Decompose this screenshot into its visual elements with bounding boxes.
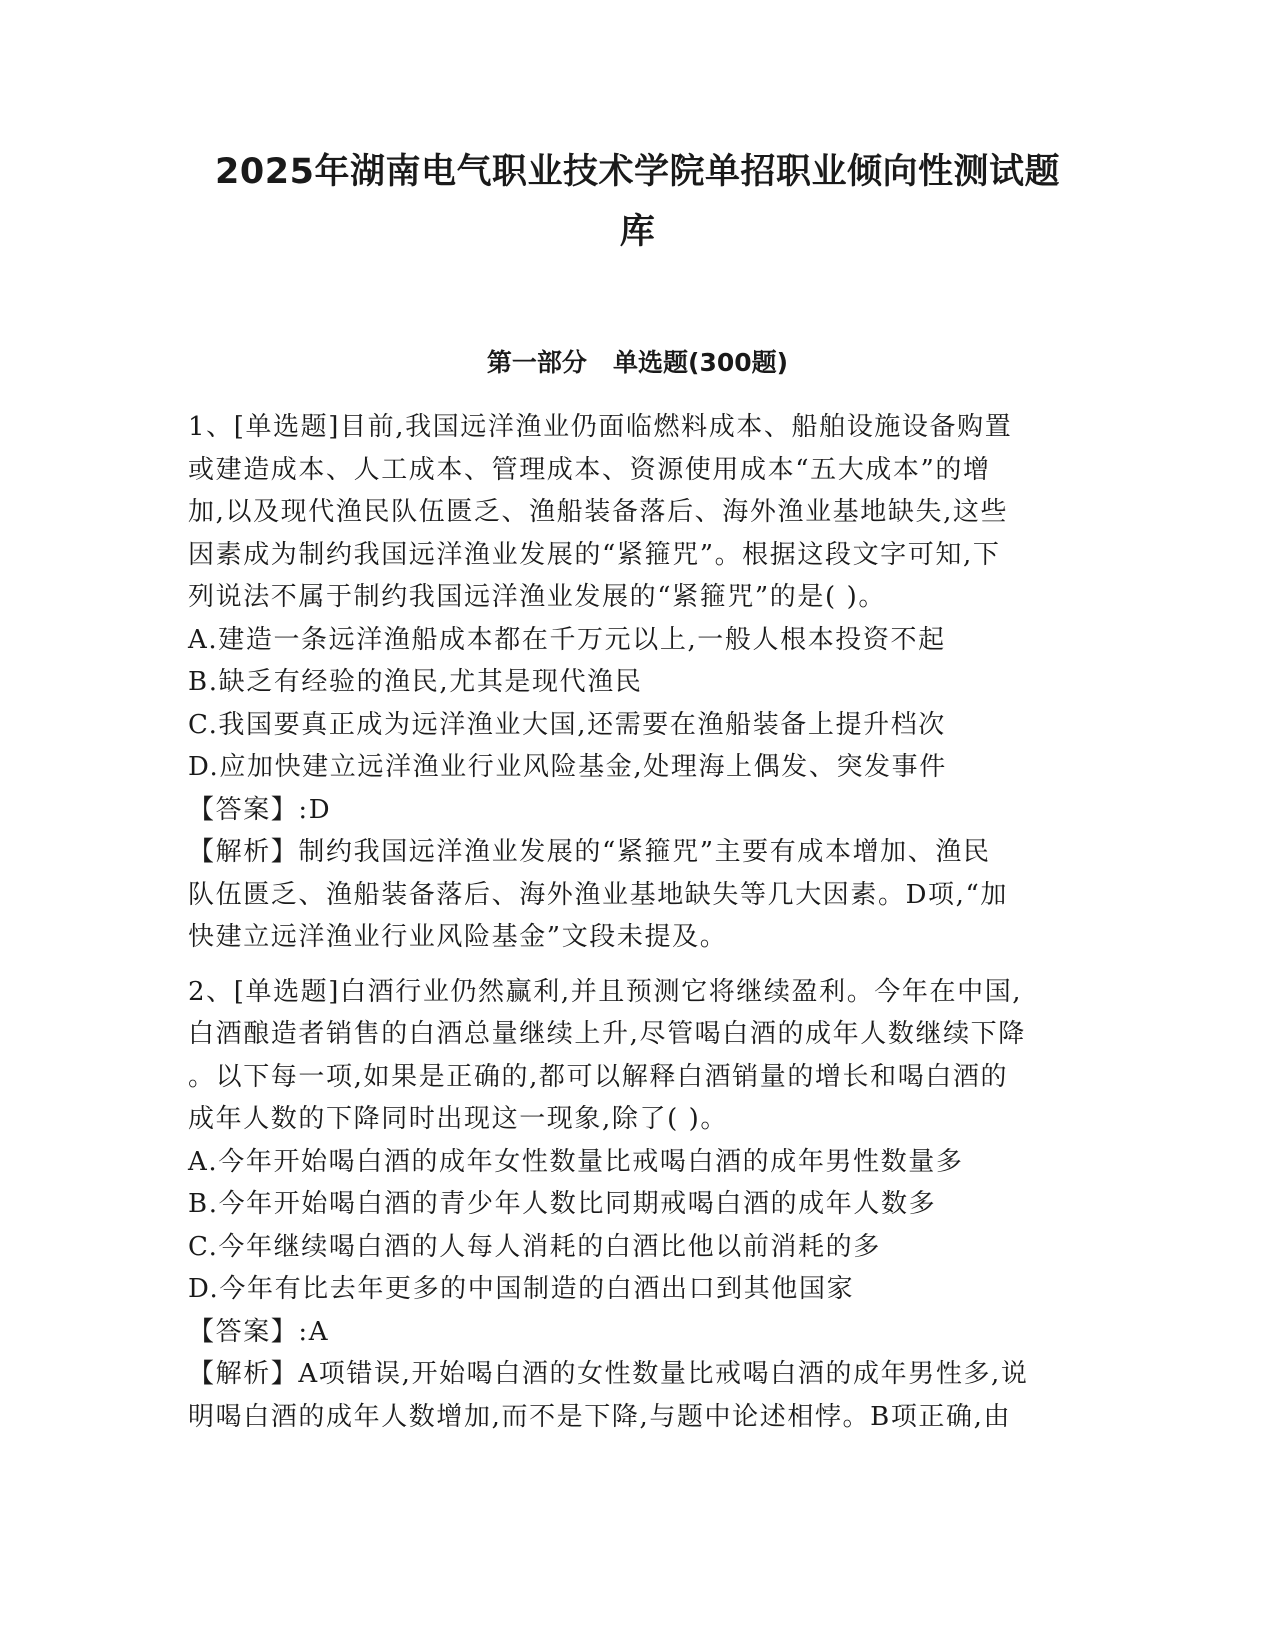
question-stem	[188, 406, 1088, 619]
option-d: D.今年有比去年更多的中国制造的白酒出口到其他国家	[188, 1274, 855, 1304]
option-c: C.我国要真正成为远洋渔业大国,还需要在渔船装备上提升档次	[188, 709, 946, 740]
answer-line: 【答案】:A	[188, 1316, 330, 1347]
question-stem-line: 1、[单选题]目前,我国远洋渔业仍面临燃料成本、船舶设施设备购置	[188, 412, 1013, 442]
question-stem-line: 或建造成本、人工成本、管理成本、资源使用成本“五大成本”的增	[188, 454, 991, 485]
document-title-line-1: 2025年湖南电气职业技术学院单招职业倾向性测试题	[215, 152, 1060, 192]
question-stem-line: 加,以及现代渔民队伍匮乏、渔船装备落后、海外渔业基地缺失,这些	[188, 497, 1009, 527]
analysis-line: 快建立远洋渔业行业风险基金”文段未提及。	[188, 922, 728, 952]
question-spacer	[188, 959, 1088, 971]
question-stem-line: 因素成为制约我国远洋渔业发展的“紧箍咒”。根据这段文字可知,下	[188, 539, 1001, 570]
question-stem-line: 。以下每一项,如果是正确的,都可以解释白酒销量的增长和喝白酒的	[188, 1061, 1009, 1092]
document-title	[150, 142, 1125, 262]
section-heading: 第一部分 单选题(300题)	[486, 348, 789, 377]
question-stem-line: 白酒酿造者销售的白酒总量继续上升,尽管喝白酒的成年人数继续下降	[188, 1019, 1026, 1049]
question-stem-line: 成年人数的下降同时出现这一现象,除了( )。	[188, 1104, 729, 1134]
answer-line: 【答案】:D	[188, 794, 332, 825]
question-item	[188, 971, 1088, 1439]
document-title-line-2: 库	[619, 212, 656, 252]
question-stem	[188, 971, 1088, 1141]
analysis-block	[188, 831, 1088, 959]
question-options	[188, 619, 1088, 789]
analysis-block	[188, 1353, 1088, 1438]
question-list	[188, 406, 1088, 1438]
option-b: B.缺乏有经验的渔民,尤其是现代渔民	[188, 667, 643, 697]
analysis-line: 【解析】A项错误,开始喝白酒的女性数量比戒喝白酒的成年男性多,说	[188, 1359, 1029, 1389]
option-a: A.今年开始喝白酒的成年女性数量比戒喝白酒的成年男性数量多	[188, 1146, 964, 1177]
option-d: D.应加快建立远洋渔业行业风险基金,处理海上偶发、突发事件	[188, 752, 947, 782]
question-item	[188, 406, 1088, 959]
analysis-line: 明喝白酒的成年人数增加,而不是下降,与题中论述相悖。B项正确,由	[188, 1401, 1012, 1432]
analysis-line: 【解析】制约我国远洋渔业发展的“紧箍咒”主要有成本增加、渔民	[188, 837, 991, 867]
option-b: B.今年开始喝白酒的青少年人数比同期戒喝白酒的成年人数多	[188, 1189, 937, 1219]
option-a: A.建造一条远洋渔船成本都在千万元以上,一般人根本投资不起	[188, 624, 946, 655]
analysis-line: 队伍匮乏、渔船装备落后、海外渔业基地缺失等几大因素。D项,“加	[188, 879, 1009, 910]
question-options	[188, 1141, 1088, 1311]
question-stem-line: 2、[单选题]白酒行业仍然赢利,并且预测它将继续盈利。今年在中国,	[188, 976, 1023, 1007]
question-stem-line: 列说法不属于制约我国远洋渔业发展的“紧箍咒”的是( )。	[188, 582, 886, 612]
option-c: C.今年继续喝白酒的人每人消耗的白酒比他以前消耗的多	[188, 1231, 881, 1262]
